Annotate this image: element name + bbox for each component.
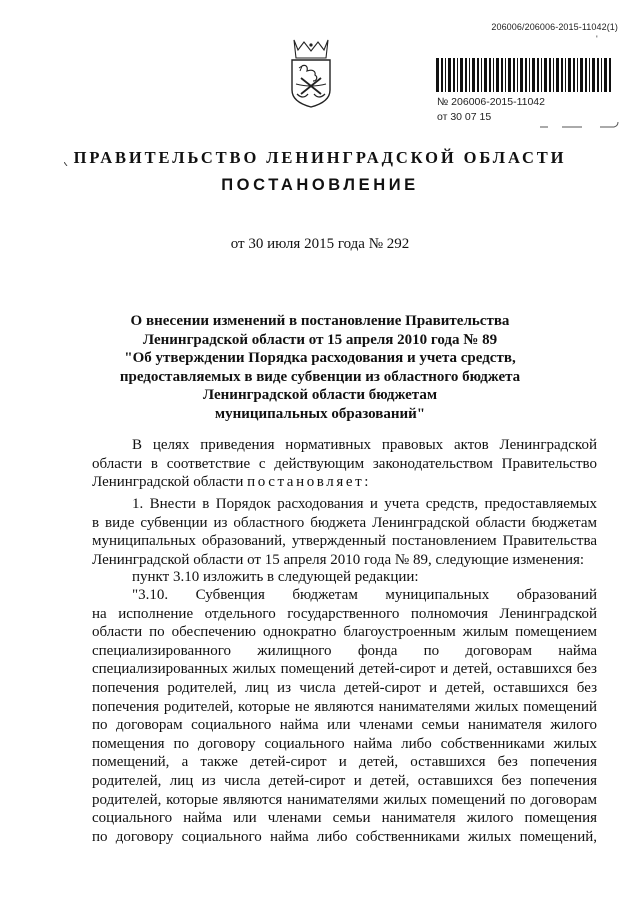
text-line: в виде субвенции из областного бюджета Ленинградской области бюджетам <box>92 514 597 531</box>
document-type: ПОСТАНОВЛЕНИЕ <box>221 176 419 194</box>
text-line: специализированных жилых помещений детей-сирот и детей, оставшихся без <box>92 661 597 678</box>
government-title: ПРАВИТЕЛЬСТВО ЛЕНИНГРАДСКОЙ ОБЛАСТИ <box>73 148 567 167</box>
registration-number: № 206006-2015-11042 <box>437 96 545 108</box>
subject-line: предоставляемых в виде субвенции из областного бюджета <box>119 368 521 385</box>
text-line: муниципальных образований, утвержденный постановлением Правительства <box>92 533 597 550</box>
paragraph-clause-3-10 <box>92 586 597 846</box>
subject-line: Ленинградской области бюджетам <box>202 387 438 404</box>
text-line: области в соответствие с действующим законодательством Правительство <box>92 455 597 472</box>
text-line: попечения родителей, лиц из числа детей-сирот и детей, оставшихся без <box>92 679 597 696</box>
subject-line: О внесении изменений в постановление Правительства <box>130 313 510 329</box>
text-line: родителей, которые являются нанимателями жилых помещений по договорам <box>92 791 597 808</box>
text-line: родителей, лиц из числа детей-сирот и детей, оставшихся без попечения <box>92 772 597 789</box>
text-line: В целях приведения нормативных правовых актов Ленинградской <box>132 437 597 453</box>
text-line: попечения родителей, которые не являются нанимателями жилых помещений <box>92 698 597 715</box>
document-date: от 30 июля 2015 года № 292 <box>230 236 410 252</box>
text-line: помещения по договору социального найма либо собственниками жилых <box>92 735 597 752</box>
text-line <box>92 473 597 492</box>
text-line: области по обеспечению однократно благоустроенным жилым помещением <box>92 624 597 641</box>
text-line: по договору социального найма либо собственниками жилых помещений, <box>92 828 597 845</box>
text-line: по договорам социального найма или членами семьи нанимателя жилого <box>92 717 597 734</box>
emblem-icon <box>288 36 334 108</box>
text-line: социального найма или членами семьи нанимателя жилого помещения <box>92 810 597 827</box>
text-line: Ленинградской области от 15 апреля 2010 года № 89, следующие изменения: <box>92 551 585 568</box>
text-line: помещений, а также детей-сирот и детей, оставшихся без попечения <box>92 754 597 771</box>
resolution-word: постановляет <box>247 474 365 491</box>
subject-heading <box>0 312 640 424</box>
text-run: : <box>364 474 369 491</box>
text-line: 1. Внести в Порядок расходования и учета средств, предоставляемых <box>132 496 597 512</box>
registration-date: от 30 07 15 <box>437 111 492 123</box>
subject-line: Ленинградской области от 15 апреля 2010 года № 89 <box>142 331 498 348</box>
text-line: "3.10. Субвенция бюджетам муниципальных образований <box>132 587 597 603</box>
subject-line: "Об утверждении Порядка расходования и учета средств, <box>124 350 516 367</box>
stamp-mark: ' <box>596 34 598 44</box>
text-line: специализированного жилищного фонда по договорам найма <box>92 642 597 659</box>
paragraph-preamble <box>92 436 597 492</box>
paragraph-item-1 <box>92 495 597 569</box>
barcode-icon <box>434 58 612 92</box>
scan-mark <box>540 121 620 131</box>
document-id: 206006/206006-2015-11042(1) <box>491 22 618 32</box>
subject-line: муниципальных образований" <box>214 405 426 422</box>
paragraph-item-2 <box>92 568 597 587</box>
text-line: пункт 3.10 изложить в следующей редакции: <box>132 569 419 585</box>
text-run: Ленинградской области <box>92 474 248 491</box>
text-line: на исполнение отдельного государственного полномочия Ленинградской <box>92 605 597 622</box>
